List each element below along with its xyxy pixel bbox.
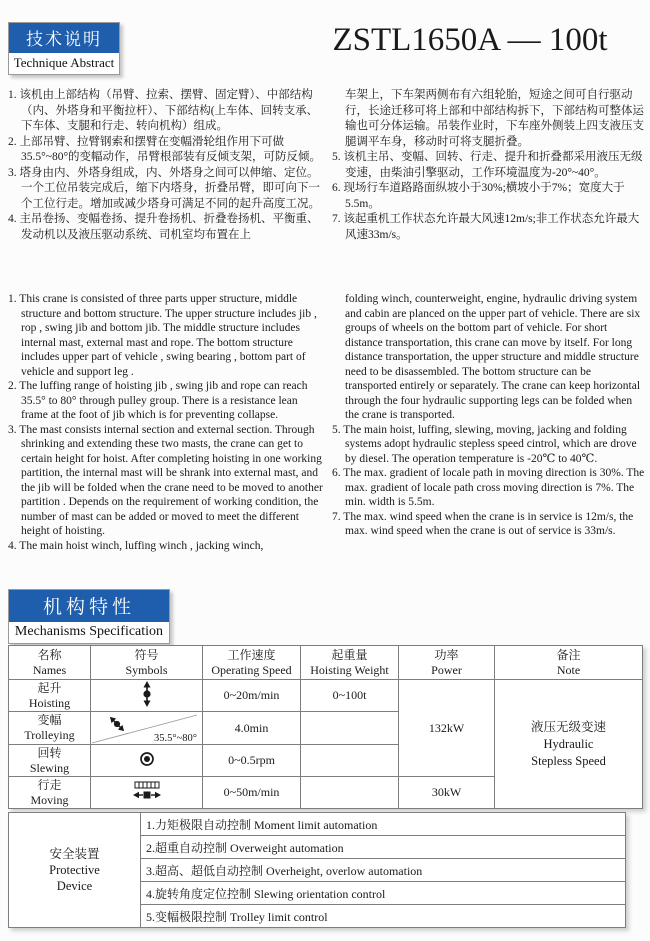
col-header-note-zh: 备注 xyxy=(556,647,581,662)
track-left-right-arrow-icon xyxy=(132,781,162,801)
abstract-zh-item-1: 1. 该机由上部结构（吊臂、拉索、摆臂、固定臂）、中部结构（内、外塔身和平衡拉杆）、下部结构(上车体、回转支承、下车体、支腿和行走、转向机构）组成。 xyxy=(8,89,319,132)
col-header-operating-speed xyxy=(203,646,301,680)
abstract-en-item-1: 1. This crane is consisted of three parts upper structure, middle structure and bottom structure. The upper structure includes jib , rop , swing jib and bottom jib. The middle structure includes internal mast, external mast and rope. The bottom structure includes upper part of vehicle , swing bearing , bottom part of vehicle and support leg . xyxy=(8,293,317,378)
moving-weight xyxy=(301,777,399,809)
hoisting-name-en: Hoisting xyxy=(28,695,71,710)
vertical-double-arrow-dot-icon xyxy=(140,681,154,707)
protective-item-2: 2.超重自动控制 Overweight automation xyxy=(141,836,626,859)
protective-item-3: 3.超高、超低自动控制 Overheight, overlow automation xyxy=(141,859,626,882)
trolleying-name-zh: 变幅 xyxy=(37,713,62,727)
moving-name-cell xyxy=(9,777,91,809)
protective-item-5: 5.变幅极限控制 Trolley limit control xyxy=(141,905,626,928)
trolleying-symbol-cell xyxy=(91,712,203,745)
slewing-name-cell xyxy=(9,745,91,777)
protective-device-table xyxy=(8,812,626,928)
abstract-zh-item-2: 2. 上部吊臂、拉臂钢索和摆臂在变幅滑轮组作用下可做35.5°~80°的变幅动作，吊臂根部装有反倾支架，可防反倾。 xyxy=(8,135,322,163)
slewing-weight xyxy=(301,745,399,777)
trolleying-weight xyxy=(301,712,399,745)
note-en-line2: Stepless Speed xyxy=(531,753,606,768)
abstract-zh-item-4-continued: 车架上，下车架两侧布有六组轮胎，短途之间可自行驱动行，长途迁移可将上部和中部结构拆下，下部结构可整体运输也可分体运输。吊装作业时，下车座外侧装上四支液压支腿调平车身，移动时可将支腿折叠。 xyxy=(345,89,644,148)
hoisting-name-zh: 起升 xyxy=(37,680,62,695)
technique-abstract-badge xyxy=(8,22,120,75)
note-cell xyxy=(495,680,643,809)
abstract-en-item-7: 7. The max. wind speed when the crane is in service is 12m/s, the max. wind speed when the crane is out of service is 33m/s. xyxy=(332,510,634,537)
abstract-zh-item-7: 7. 该起重机工作状态允许最大风速12m/s;非工作状态允许最大风速33m/s。 xyxy=(332,213,640,241)
spec-table-header-row xyxy=(9,646,643,680)
abstract-en-left-column xyxy=(8,292,327,553)
protective-device-en-line2: Device xyxy=(56,879,93,893)
col-header-hoisting-weight-en: Hoisting Weight xyxy=(310,662,389,677)
slewing-name-zh: 回转 xyxy=(37,745,62,760)
abstract-en-item-4-continued: folding winch, counterweight, engine, hydraulic driving system and cabin are planced on the upper part of vehicle. There are six groups of wheels on the bottom part of vehicle. For short distance transportation, this crane can move by itself. For long distance transportation, the upper structure and middle structure need to be disassembled. The bottom structure can be transported entirely or separately. The crane can keep horizontal through the four hydraulic supporting legs can be folded when the crane is transported. xyxy=(345,293,641,421)
protective-row-1 xyxy=(9,813,626,836)
col-header-operating-speed-en: Operating Speed xyxy=(211,662,292,677)
hoisting-speed: 0~20m/min xyxy=(203,680,301,712)
power-lower-cell: 30kW xyxy=(399,777,495,809)
technique-abstract-title-en: Technique Abstract xyxy=(13,55,115,70)
power-upper-cell: 132kW xyxy=(399,680,495,777)
col-header-note xyxy=(495,646,643,680)
protective-device-en-line1: Protective xyxy=(49,863,100,877)
col-header-names-zh: 名称 xyxy=(37,647,62,662)
note-zh: 液压无级变速 xyxy=(530,719,606,734)
slewing-symbol-cell xyxy=(91,745,203,777)
mechanisms-spec-table xyxy=(8,645,643,809)
col-header-symbols xyxy=(91,646,203,680)
note-en-line1: Hydraulic xyxy=(543,736,594,751)
abstract-zh-left-column xyxy=(8,88,327,243)
circle-dot-icon xyxy=(139,751,155,767)
moving-symbol-cell xyxy=(91,777,203,809)
col-header-power-en: Power xyxy=(431,662,462,677)
mechanisms-specification-badge xyxy=(8,589,170,644)
protective-item-4: 4.旋转角度定位控制 Slewing orientation control xyxy=(141,882,626,905)
col-header-note-en: Note xyxy=(556,662,581,677)
slewing-speed: 0~0.5rpm xyxy=(203,745,301,777)
col-header-names xyxy=(9,646,91,680)
hoisting-symbol-cell xyxy=(91,680,203,712)
diagonal-double-arrow-dot-icon xyxy=(107,714,127,734)
abstract-zh-right-column xyxy=(332,88,645,243)
hoisting-weight: 0~100t xyxy=(301,680,399,712)
spec-row-hoisting xyxy=(9,680,643,712)
mechanisms-title-zh: 机构特性 xyxy=(9,590,169,622)
abstract-en-item-6: 6. The max. gradient of locale path in moving direction is 30%. The max. gradient of locale path cross moving direction is 7%. The min. width is 5.5m. xyxy=(332,467,645,508)
moving-name-en: Moving xyxy=(30,792,69,807)
abstract-en-item-4: 4. The main hoist winch, luffing winch , jacking winch, xyxy=(8,539,264,552)
col-header-names-en: Names xyxy=(32,662,67,677)
col-header-symbols-en: Symbols xyxy=(125,662,168,677)
abstract-zh-item-3: 3. 塔身由内、外塔身组成，内、外塔身之间可以伸缩、定位。一个工位吊装完成后，缩下内塔身，折叠吊臂，即可向下一个工位行走。增加或减少塔身可满足不同的起升高度工况。 xyxy=(8,166,320,210)
abstract-en-item-2: 2. The luffing range of hoisting jib , swing jib and rope can reach 35.5° to 80° through pulley group. There is a resistance lean frame at the foot of jib which is for preventing collapse. xyxy=(8,380,308,421)
abstract-zh-item-5: 5. 该机主吊、变幅、回转、行走、提升和折叠都采用液压无级变速，由柴油引擎驱动，工作环境温度为-20°~40°。 xyxy=(332,151,643,179)
luffing-angle-label: 35.5°~80° xyxy=(154,733,197,744)
moving-speed: 0~50m/min xyxy=(203,777,301,809)
col-header-power-zh: 功率 xyxy=(434,647,459,662)
trolleying-speed: 4.0min xyxy=(203,712,301,745)
trolleying-name-cell xyxy=(9,712,91,745)
abstract-zh-item-4: 4. 主吊卷扬、变幅卷扬、提升卷扬机、折叠卷扬机、平衡重、发动机以及液压驱动系统、司机室均布置在上 xyxy=(8,213,319,241)
trolleying-name-en: Trolleying xyxy=(24,728,75,742)
technique-abstract-title-zh: 技术说明 xyxy=(9,23,119,53)
moving-name-zh: 行走 xyxy=(37,777,62,792)
abstract-en-right-column xyxy=(332,292,645,539)
protective-device-name-cell xyxy=(9,813,141,928)
col-header-hoisting-weight xyxy=(301,646,399,680)
col-header-operating-speed-zh: 工作速度 xyxy=(227,647,276,662)
abstract-en-item-5: 5. The main hoist, luffing, slewing, moving, jacking and folding systems adopt hydraulic stepless speed cintrol, which are drove by diesel. The operation temperature is -20℃ to 40℃. xyxy=(332,423,637,465)
col-header-power xyxy=(399,646,495,680)
slewing-name-en: Slewing xyxy=(29,760,70,775)
col-header-symbols-zh: 符号 xyxy=(134,647,159,662)
hoisting-name-cell xyxy=(9,680,91,712)
col-header-hoisting-weight-zh: 起重量 xyxy=(331,647,368,662)
abstract-en-item-3: 3. The mast consists internal section and external section. Through shrinking and extending these two masts, the crane can get to certain height for hoist. After completing hoisting in one working partition, the internal mast will be shrank into external mast, and the jib will be folded when the crane need to be moved to another partition . Depends on the requirement of working condition, the number of mast can be added or moved to meet the different height of hoisting. xyxy=(8,423,323,537)
protective-device-zh: 安全装置 xyxy=(49,847,100,861)
mechanisms-title-en: Mechanisms Specification xyxy=(14,624,164,639)
page-title: ZSTL1650A — 100t xyxy=(332,22,608,58)
protective-item-1: 1.力矩极限自动控制 Moment limit automation xyxy=(141,813,626,836)
abstract-zh-item-6: 6. 现场行车道路路面纵坡小于30%;横坡小于7%；宽度大于5.5m。 xyxy=(332,182,625,210)
